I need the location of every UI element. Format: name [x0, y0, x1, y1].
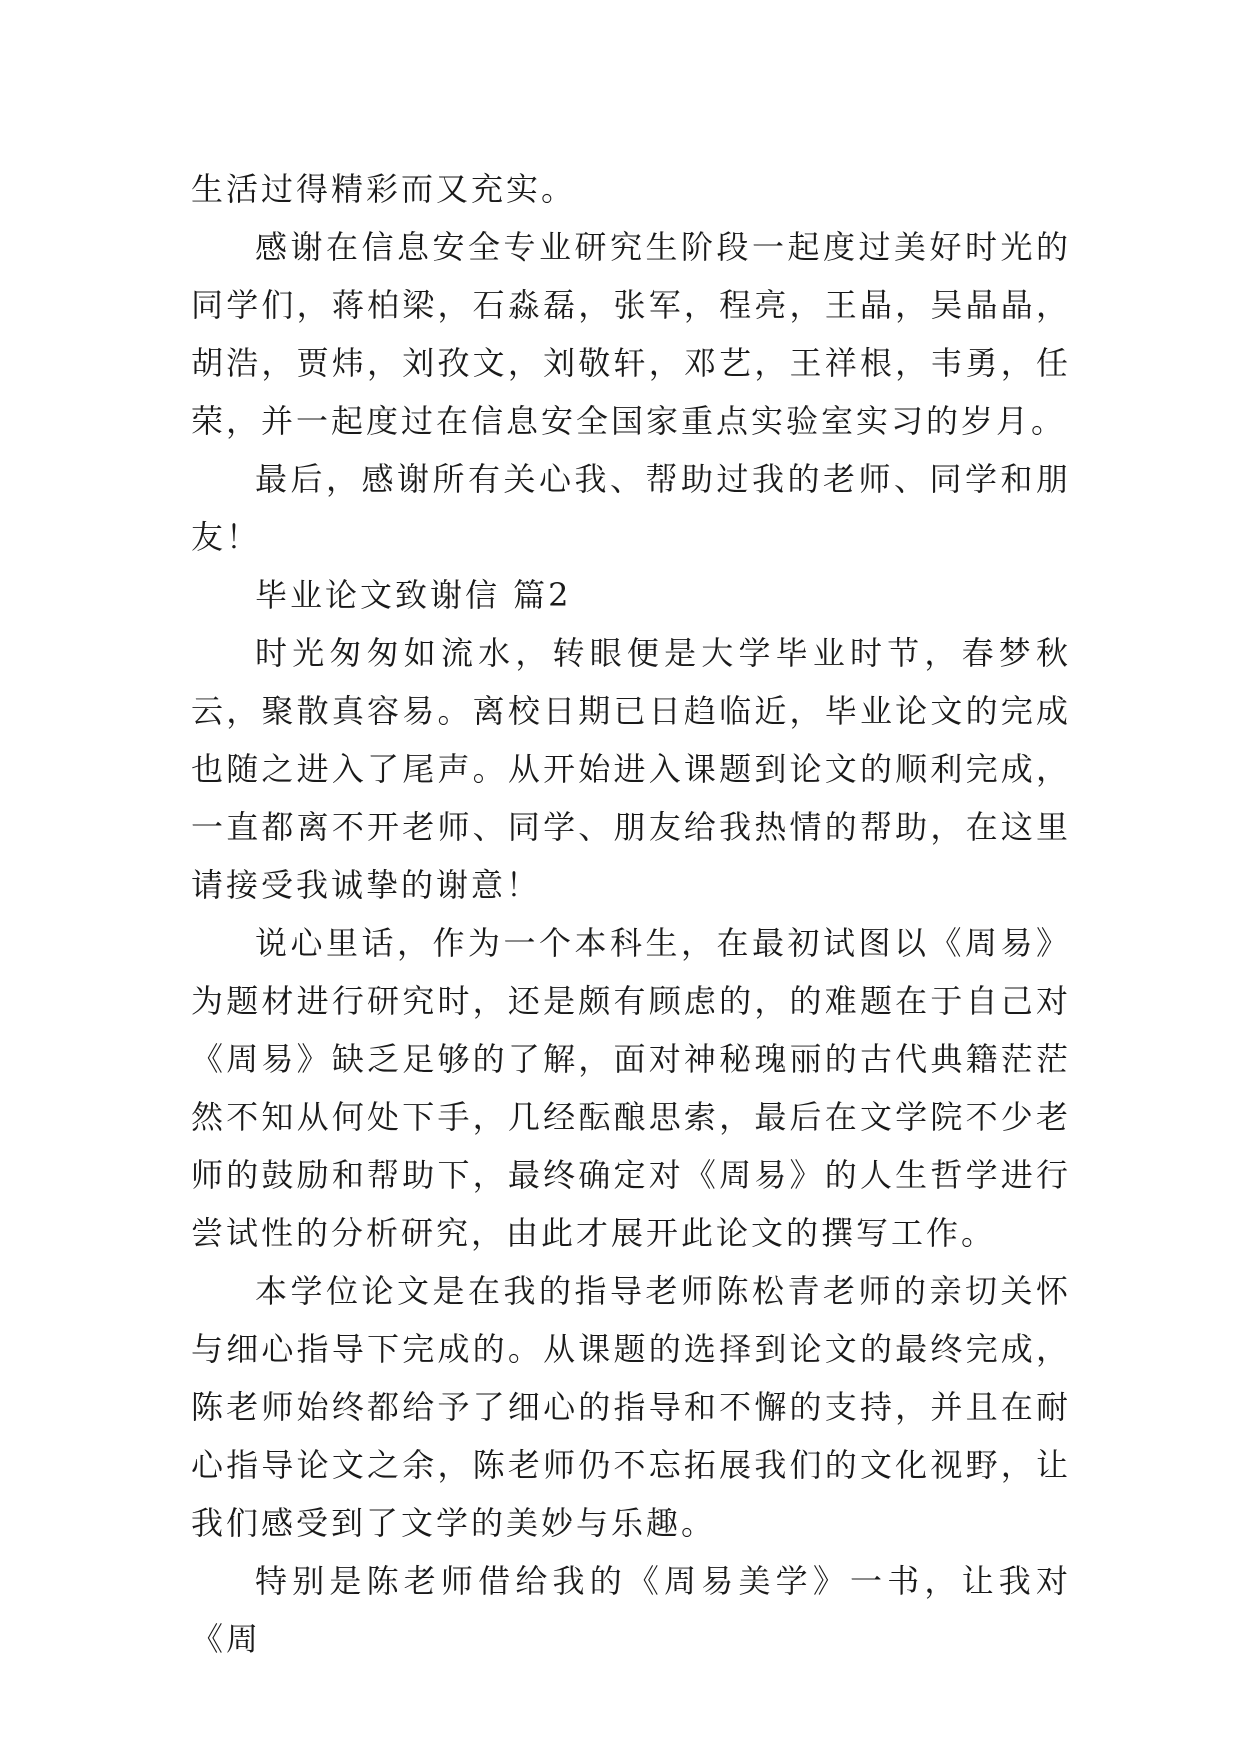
paragraph-graduation: 时光匆匆如流水，转眼便是大学毕业时节，春梦秋云，聚散真容易。离校日期已日趋临近，毕业论文的完成也随之进入了尾声。从开始进入课题到论文的顺利完成，一直都离不开老师、同学、朋友给我热情的帮助，在这里请接受我诚挚的谢意！	[191, 634, 1071, 904]
paragraph-research-topic: 说心里话，作为一个本科生，在最初试图以《周易》为题材进行研究时，还是颇有顾虑的，的难题在于自己对《周易》缺乏足够的了解，面对神秘瑰丽的古代典籍茫茫然不知从何处下手，几经酝酿思索，最后在文学院不少老师的鼓励和帮助下，最终确定对《周易》的人生哲学进行尝试性的分析研究，由此才展开此论文的撰写工作。	[191, 924, 1071, 1252]
document-body	[191, 160, 1071, 1668]
section-heading: 毕业论文致谢信 篇2	[255, 576, 572, 614]
paragraph-thanks-classmates: 感谢在信息安全专业研究生阶段一起度过美好时光的同学们，蒋柏梁，石淼磊，张军，程亮，王晶，吴晶晶，胡浩，贾炜，刘孜文，刘敬轩，邓艺，王祥根，韦勇，任荣，并一起度过在信息安全国家重点实验室实习的岁月。	[191, 228, 1071, 440]
paragraph-final-thanks: 最后，感谢所有关心我、帮助过我的老师、同学和朋友！	[191, 460, 1071, 556]
paragraph-advisor: 本学位论文是在我的指导老师陈松青老师的亲切关怀与细心指导下完成的。从课题的选择到论文的最终完成，陈老师始终都给予了细心的指导和不懈的支持，并且在耐心指导论文之余，陈老师仍不忘拓展我们的文化视野，让我们感受到了文学的美妙与乐趣。	[191, 1272, 1071, 1542]
paragraph-book: 特别是陈老师借给我的《周易美学》一书，让我对《周	[191, 1562, 1071, 1658]
paragraph-continuation: 生活过得精彩而又充实。	[191, 170, 577, 208]
